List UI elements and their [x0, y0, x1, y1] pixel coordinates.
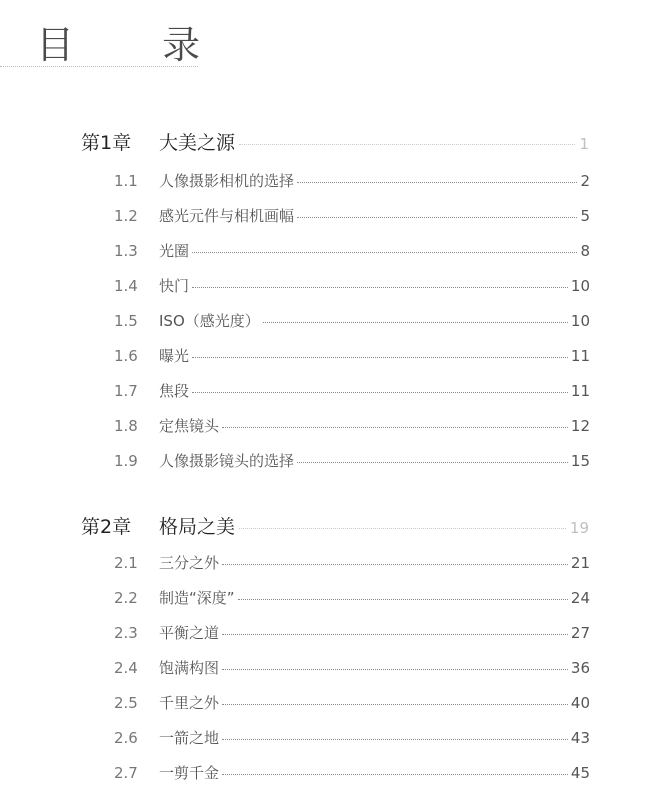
- section-number: 1.5: [114, 312, 138, 330]
- dot-leader: [192, 287, 568, 288]
- dot-leader: [297, 182, 577, 183]
- section-number: 2.6: [114, 729, 138, 747]
- toc-entry-1-9[interactable]: [114, 450, 590, 471]
- toc-entry-1-8[interactable]: [114, 415, 590, 436]
- toc-entry-2-6[interactable]: [114, 727, 590, 748]
- toc-entry-1-2[interactable]: [114, 205, 590, 226]
- title-rule: [0, 66, 198, 67]
- dot-leader: [239, 528, 566, 529]
- chapter-page: 19: [569, 519, 589, 537]
- dot-leader: [222, 564, 568, 565]
- section-number: 1.3: [114, 242, 138, 260]
- toc-entry-1-6[interactable]: [114, 345, 590, 366]
- section-page: 24: [570, 589, 590, 607]
- toc-entry-2-5[interactable]: [114, 692, 590, 713]
- section-page: 45: [570, 764, 590, 782]
- dot-leader: [222, 704, 568, 705]
- section-number: 1.9: [114, 452, 138, 470]
- toc-entry-1-5[interactable]: [114, 310, 590, 331]
- chapter-page: 1: [579, 135, 589, 153]
- section-number: 2.2: [114, 589, 138, 607]
- chapter-title: 格局之美: [159, 516, 236, 538]
- section-title: 光圈: [159, 242, 190, 260]
- section-number: 1.7: [114, 382, 138, 400]
- toc-entry-2-2[interactable]: [114, 587, 590, 608]
- section-title: 平衡之道: [159, 624, 220, 642]
- section-title: 曝光: [159, 347, 190, 365]
- dot-leader: [222, 739, 568, 740]
- toc-entry-1-1[interactable]: [114, 170, 590, 191]
- toc-entry-1-7[interactable]: [114, 380, 590, 401]
- chapter-number: 第1章: [81, 132, 132, 154]
- section-number: 2.1: [114, 554, 138, 572]
- dot-leader: [222, 774, 568, 775]
- section-title: ISO（感光度）: [159, 312, 260, 330]
- section-page: 8: [580, 242, 590, 260]
- section-page: 11: [570, 347, 590, 365]
- toc-entry-1-4[interactable]: [114, 275, 590, 296]
- section-title: 饱满构图: [159, 659, 220, 677]
- toc-entry-2-7[interactable]: [114, 762, 590, 783]
- section-number: 2.3: [114, 624, 138, 642]
- section-page: 27: [570, 624, 590, 642]
- section-page: 36: [570, 659, 590, 677]
- section-page: 5: [580, 207, 590, 225]
- dot-leader: [263, 322, 568, 323]
- section-title: 制造“深度”: [159, 589, 235, 607]
- chapter-title: 大美之源: [159, 132, 236, 154]
- section-page: 21: [570, 554, 590, 572]
- section-page: 40: [570, 694, 590, 712]
- chapter-number: 第2章: [81, 516, 132, 538]
- toc-chapter-1[interactable]: [81, 128, 589, 155]
- section-title: 三分之外: [159, 554, 220, 572]
- toc-entry-1-3[interactable]: [114, 240, 590, 261]
- dot-leader: [222, 427, 568, 428]
- toc-chapter-2[interactable]: [81, 512, 589, 539]
- section-title: 快门: [159, 277, 190, 295]
- section-title: 焦段: [159, 382, 190, 400]
- section-title: 感光元件与相机画幅: [159, 207, 295, 225]
- section-title: 一箭之地: [159, 729, 220, 747]
- dot-leader: [192, 392, 568, 393]
- section-page: 2: [580, 172, 590, 190]
- section-number: 2.4: [114, 659, 138, 677]
- dot-leader: [222, 634, 568, 635]
- section-number: 2.7: [114, 764, 138, 782]
- section-number: 1.1: [114, 172, 138, 190]
- dot-leader: [297, 462, 568, 463]
- dot-leader: [192, 357, 568, 358]
- section-title: 人像摄影镜头的选择: [159, 452, 295, 470]
- section-number: 1.4: [114, 277, 138, 295]
- dot-leader: [238, 599, 568, 600]
- section-title: 一剪千金: [159, 764, 220, 782]
- section-page: 10: [570, 277, 590, 295]
- section-title: 千里之外: [159, 694, 220, 712]
- section-title: 人像摄影相机的选择: [159, 172, 295, 190]
- section-number: 1.6: [114, 347, 138, 365]
- section-page: 15: [570, 452, 590, 470]
- section-number: 2.5: [114, 694, 138, 712]
- dot-leader: [192, 252, 577, 253]
- toc-entry-2-1[interactable]: [114, 552, 590, 573]
- toc-entry-2-4[interactable]: [114, 657, 590, 678]
- section-page: 43: [570, 729, 590, 747]
- section-page: 11: [570, 382, 590, 400]
- dot-leader: [297, 217, 577, 218]
- page-title: 目 录: [36, 23, 239, 67]
- dot-leader: [239, 144, 575, 145]
- toc-entry-2-3[interactable]: [114, 622, 590, 643]
- section-title: 定焦镜头: [159, 417, 220, 435]
- section-page: 10: [570, 312, 590, 330]
- dot-leader: [222, 669, 568, 670]
- section-page: 12: [570, 417, 590, 435]
- section-number: 1.2: [114, 207, 138, 225]
- section-number: 1.8: [114, 417, 138, 435]
